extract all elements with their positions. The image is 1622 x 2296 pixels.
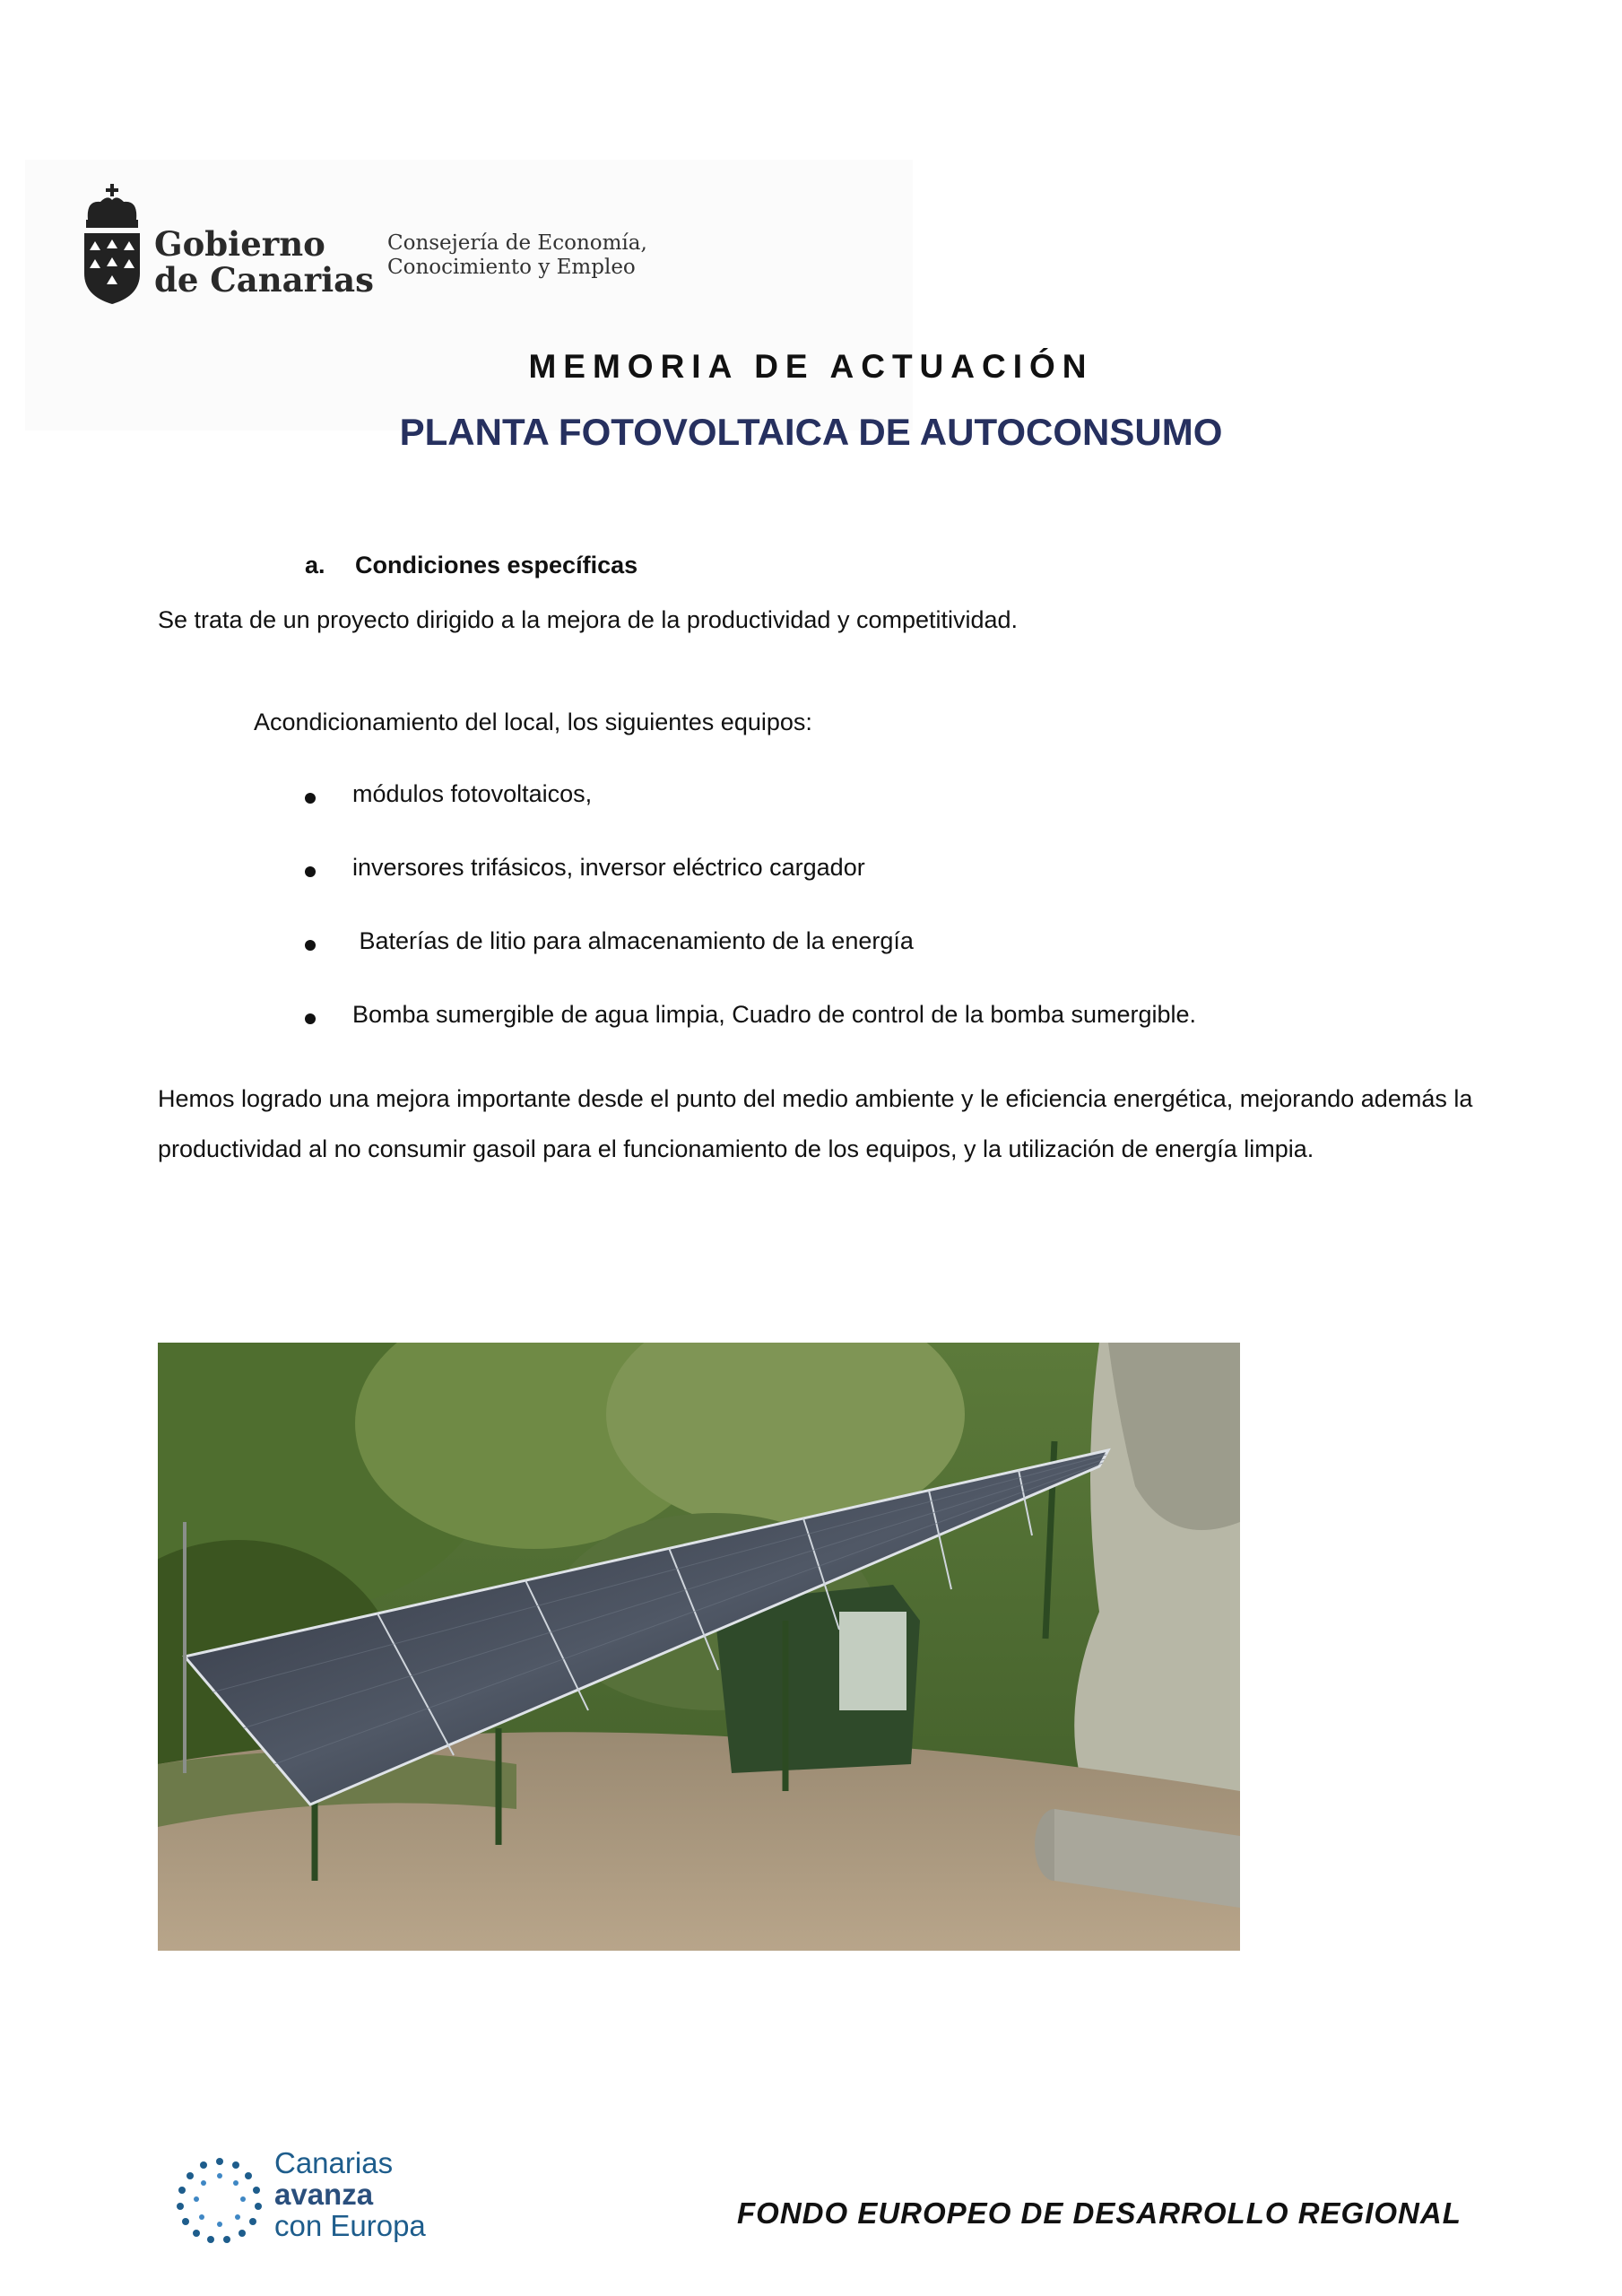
list-item: Baterías de litio para almacenamiento de la energía	[352, 927, 914, 954]
section-title: Condiciones específicas	[355, 552, 638, 578]
program-name-line1: Canarias	[274, 2146, 394, 2179]
canarias-crest-icon	[81, 184, 143, 305]
document-title: MEMORIA DE ACTUACIÓN	[528, 348, 1094, 385]
program-name-line3: con Europa	[274, 2209, 426, 2242]
organization-name	[154, 226, 374, 298]
intro-paragraph: Se trata de un proyecto dirigido a la mejora de la productividad y competitividad.	[158, 606, 1019, 633]
bullet-icon	[305, 866, 316, 877]
list-item: Bomba sumergible de agua limpia, Cuadro de control de la bomba sumergible.	[352, 1001, 1197, 1028]
bullet-icon	[305, 940, 316, 951]
list-item: módulos fotovoltaicos,	[352, 780, 593, 807]
section-letter: a.	[305, 552, 325, 578]
department-name-line2: Conocimiento y Empleo	[387, 256, 636, 279]
organization-name-line2: de Canarias	[154, 260, 374, 300]
fund-name: FONDO EUROPEO DE DESARROLLO REGIONAL	[737, 2196, 1462, 2230]
program-name	[274, 2147, 426, 2241]
star-circle-icon	[173, 2154, 266, 2248]
department-name	[387, 231, 647, 280]
solar-panel-array-icon	[158, 1343, 1240, 1951]
list-item: inversores trifásicos, inversor eléctrico cargador	[352, 854, 865, 881]
organization-name-line1: Gobierno	[154, 224, 325, 264]
bullet-icon	[305, 1013, 316, 1024]
document-subtitle: PLANTA FOTOVOLTAICA DE AUTOCONSUMO	[399, 411, 1223, 453]
conclusion-paragraph: Hemos logrado una mejora importante desde el punto del medio ambiente y le eficiencia energética, mejorando además la productividad al no consumir gasoil para el funcionamiento de los equipos, y la utilización de energía limpia.	[158, 1085, 1473, 1162]
equipment-lead: Acondicionamiento del local, los siguientes equipos:	[254, 709, 812, 735]
department-name-line1: Consejería de Economía,	[387, 231, 647, 255]
bullet-icon	[305, 793, 316, 804]
program-name-line2: avanza	[274, 2178, 374, 2211]
